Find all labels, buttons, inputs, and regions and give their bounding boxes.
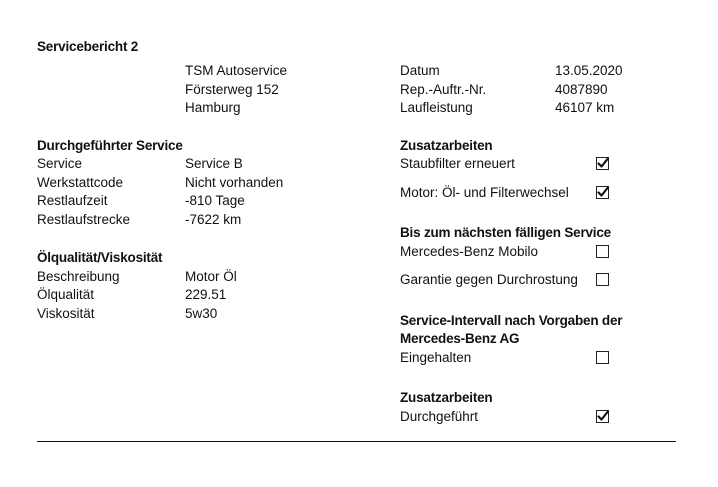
checkmark-icon — [596, 409, 610, 423]
order-number-label: Rep.-Auftr.-Nr. — [400, 82, 487, 97]
bottom-divider — [37, 441, 676, 442]
mobilo-label: Mercedes-Benz Mobilo — [400, 244, 539, 259]
date-label: Datum — [400, 63, 440, 78]
service-label: Service — [37, 156, 83, 171]
oil-section-heading: Ölqualität/Viskosität — [37, 250, 163, 265]
oil-quality-label: Ölqualität — [37, 287, 95, 302]
date-value: 13.05.2020 — [555, 63, 623, 78]
extra-work-2-heading: Zusatzarbeiten — [400, 390, 493, 405]
mobilo-checkbox[interactable] — [596, 245, 609, 258]
next-service-heading: Bis zum nächsten fälligen Service — [400, 225, 611, 240]
extra-work-heading: Zusatzarbeiten — [400, 138, 493, 153]
performed-checkbox[interactable] — [596, 410, 609, 423]
workshop-city: Hamburg — [185, 100, 241, 115]
viscosity-label: Viskosität — [37, 306, 95, 321]
dust-filter-checkbox[interactable] — [596, 157, 609, 170]
oil-filter-change-checkbox[interactable] — [596, 186, 609, 199]
workshop-name: TSM Autoservice — [185, 63, 288, 78]
interval-kept-label: Eingehalten — [400, 350, 472, 365]
interval-kept-checkbox[interactable] — [596, 351, 609, 364]
oil-description-label: Beschreibung — [37, 269, 120, 284]
order-number-value: 4087890 — [555, 82, 608, 97]
checkmark-icon — [596, 185, 610, 199]
remaining-distance-value: -7622 km — [185, 212, 242, 227]
oil-filter-change-label: Motor: Öl- und Filterwechsel — [400, 185, 569, 200]
remaining-time-label: Restlaufzeit — [37, 193, 108, 208]
oil-description-value: Motor Öl — [185, 269, 237, 284]
checkmark-icon — [596, 156, 610, 170]
mileage-value: 46107 km — [555, 100, 615, 115]
rust-warranty-label: Garantie gegen Durchrostung — [400, 272, 578, 287]
remaining-distance-label: Restlaufstrecke — [37, 212, 131, 227]
viscosity-value: 5w30 — [185, 306, 218, 321]
remaining-time-value: -810 Tage — [185, 193, 245, 208]
performed-label: Durchgeführt — [400, 409, 479, 424]
oil-quality-value: 229.51 — [185, 287, 227, 302]
interval-heading-line1: Service-Intervall nach Vorgaben der — [400, 313, 623, 328]
workshop-code-value: Nicht vorhanden — [185, 175, 284, 190]
dust-filter-label: Staubfilter erneuert — [400, 156, 515, 171]
workshop-code-label: Werkstattcode — [37, 175, 124, 190]
service-value: Service B — [185, 156, 243, 171]
page-title: Servicebericht 2 — [37, 39, 139, 54]
mileage-label: Laufleistung — [400, 100, 473, 115]
service-section-heading: Durchgeführter Service — [37, 138, 183, 153]
rust-warranty-checkbox[interactable] — [596, 273, 609, 286]
interval-heading-line2: Mercedes-Benz AG — [400, 331, 520, 346]
workshop-street: Försterweg 152 — [185, 82, 279, 97]
